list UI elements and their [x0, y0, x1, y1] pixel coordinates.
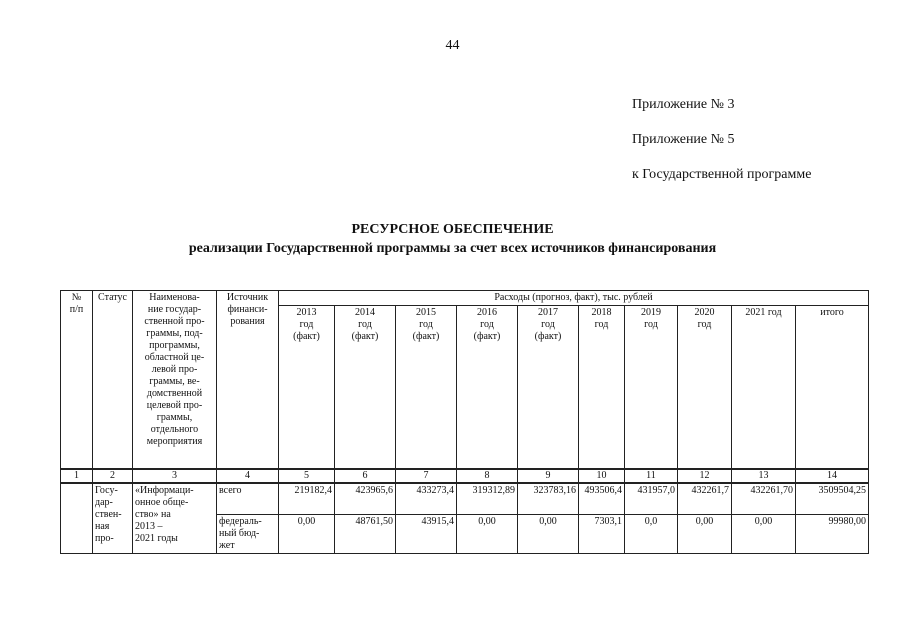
- value-cell: 48761,50: [335, 515, 396, 554]
- header-status: Статус: [93, 291, 133, 470]
- header-num: № п/п: [61, 291, 93, 470]
- document-title: РЕСУРСНОЕ ОБЕСПЕЧЕНИЕ: [351, 222, 554, 237]
- column-number: 5: [279, 469, 335, 483]
- value-cell: 0,00: [732, 515, 796, 554]
- page-number: 44: [445, 38, 460, 53]
- column-number: 12: [678, 469, 732, 483]
- program-name-cell: «Информаци- онное обще- ство» на 2013 – 2021 годы: [133, 483, 217, 554]
- document-subtitle: реализации Государственной программы за счет всех источников финансирования: [188, 241, 717, 256]
- header-year-2021: 2021 год: [732, 306, 796, 470]
- source-cell: федераль- ный бюд- жет: [217, 515, 279, 554]
- value-cell: 43915,4: [396, 515, 457, 554]
- column-number: 8: [457, 469, 518, 483]
- value-cell: 3509504,25: [796, 483, 869, 515]
- column-number: 10: [579, 469, 625, 483]
- value-cell: 431957,0: [625, 483, 678, 515]
- header-expenses: Расходы (прогноз, факт), тыс. рублей: [279, 291, 869, 306]
- column-number: 7: [396, 469, 457, 483]
- appendix-line-1: Приложение № 3: [632, 97, 735, 112]
- column-number: 4: [217, 469, 279, 483]
- column-number: 13: [732, 469, 796, 483]
- value-cell: 219182,4: [279, 483, 335, 515]
- column-number: 1: [61, 469, 93, 483]
- header-year-2018: 2018 год: [579, 306, 625, 470]
- header-row-1: [61, 291, 869, 306]
- value-cell: 323783,16: [518, 483, 579, 515]
- table-row: [61, 483, 869, 515]
- header-year-2019: 2019 год: [625, 306, 678, 470]
- header-name: Наименова- ние государ- ственной про- граммы, под- программы, областной це- левой про- граммы, ве- домственной целевой про- граммы, отдельного мероприятия: [133, 291, 217, 470]
- header-source: Источник финанси- рования: [217, 291, 279, 470]
- header-year-2017: 2017 год (факт): [518, 306, 579, 470]
- header-year-2020: 2020 год: [678, 306, 732, 470]
- value-cell: 0,0: [625, 515, 678, 554]
- value-cell: 0,00: [678, 515, 732, 554]
- header-total: итого: [796, 306, 869, 470]
- value-cell: 493506,4: [579, 483, 625, 515]
- appendix-line-3: к Государственной программе: [632, 167, 812, 182]
- value-cell: 423965,6: [335, 483, 396, 515]
- column-number: 2: [93, 469, 133, 483]
- value-cell: 99980,00: [796, 515, 869, 554]
- column-number: 14: [796, 469, 869, 483]
- status-cell: Госу- дар- ствен- ная про-: [93, 483, 133, 554]
- column-number-row: [61, 469, 869, 483]
- appendix-line-2: Приложение № 5: [632, 132, 735, 147]
- value-cell: 433273,4: [396, 483, 457, 515]
- column-number: 3: [133, 469, 217, 483]
- value-cell: 7303,1: [579, 515, 625, 554]
- column-number: 6: [335, 469, 396, 483]
- value-cell: 0,00: [518, 515, 579, 554]
- column-number: 9: [518, 469, 579, 483]
- header-year-2015: 2015 год (факт): [396, 306, 457, 470]
- value-cell: 432261,7: [678, 483, 732, 515]
- resource-table: [60, 290, 869, 554]
- value-cell: 319312,89: [457, 483, 518, 515]
- value-cell: 0,00: [457, 515, 518, 554]
- value-cell: 432261,70: [732, 483, 796, 515]
- header-year-2013: 2013 год (факт): [279, 306, 335, 470]
- source-cell: всего: [217, 483, 279, 515]
- row-num-cell: [61, 483, 93, 554]
- value-cell: 0,00: [279, 515, 335, 554]
- header-year-2014: 2014 год (факт): [335, 306, 396, 470]
- header-year-2016: 2016 год (факт): [457, 306, 518, 470]
- column-number: 11: [625, 469, 678, 483]
